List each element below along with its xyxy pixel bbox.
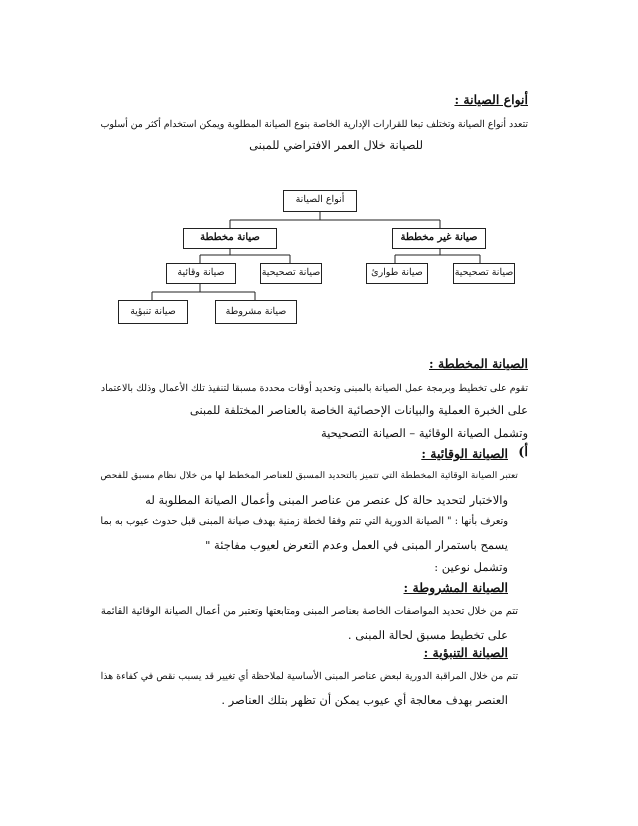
preventive-line-2: والاختبار لتحديد حالة كل عنصر من عناصر المبنى وأعمال الصيانة المطلوبة له: [145, 493, 508, 507]
predictive-line-2: العنصر بهدف معالجة أي عيوب يمكن أن تظهر بتلك العناصر .: [221, 693, 508, 707]
diagram-root: أنواع الصيانة: [283, 190, 357, 212]
diagram-connectors: [0, 0, 638, 340]
preventive-title: الصيانة الوقائية :: [421, 446, 508, 461]
planned-line-3: وتشمل الصيانة الوقائية – الصيانة التصحيحية: [321, 426, 528, 440]
conditional-line-2: على تخطيط مسبق لحالة المبنى .: [347, 628, 508, 642]
intro-line-1: تتعدد أنواع الصيانة وتختلف تبعا للقرارات الإدارية الخاصة بنوع الصيانة المطلوبة ويمكن استخدام أكثر من أسلوب: [100, 119, 528, 130]
diagram-predictive: صيانة تنبؤية: [118, 300, 188, 324]
predictive-title: الصيانة التنبؤية :: [423, 645, 508, 660]
diagram-unplanned: صيانة غير مخططة: [392, 228, 486, 249]
planned-line-1: تقوم على تخطيط وبرمجة عمل الصيانة بالمبنى وتحديد أوقات محددة مسبقا لتنفيذ تلك الأعمال وذلك بالاعتماد: [100, 383, 528, 394]
diagram-emergency: صيانة طوارئ: [366, 263, 428, 284]
conditional-title: الصيانة المشروطة :: [403, 580, 508, 595]
preventive-marker: أ): [518, 445, 528, 460]
diagram-corrective-planned: صيانة تصحيحية: [260, 263, 322, 284]
planned-title: الصيانة المخططة :: [429, 356, 528, 371]
preventive-line-4: يسمح باستمرار المبنى في العمل وعدم التعرض لعيوب مفاجئة ": [205, 538, 508, 552]
intro-line-2: للصيانة خلال العمر الافتراضي للمبنى: [249, 138, 423, 152]
diagram-conditional: صيانة مشروطة: [215, 300, 297, 324]
preventive-line-5: وتشمل نوعين :: [434, 560, 508, 574]
predictive-line-1: تتم من خلال المراقبة الدورية لبعض عناصر المبنى الأساسية لملاحظة أي تغيير قد يسبب نقص في كفاءة هذا: [100, 671, 518, 682]
section-title: أنواع الصيانة :: [454, 92, 528, 107]
preventive-line-1: تعتبر الصيانة الوقائية المخططة التي تتميز بالتحديد المسبق للعناصر المخطط لها من خلال نظام مسبق للفحص: [100, 470, 518, 481]
preventive-line-3: وتعرف بأنها : " الصيانة الدورية التي تتم وفقا لخطة زمنية بهدف صيانة المبنى قبل حدوث عيوب به بما: [100, 516, 508, 527]
conditional-line-1: تتم من خلال تحديد المواصفات الخاصة بعناصر المبنى ومتابعتها وتعتبر من أعمال الصيانة الوقائية القائمة: [100, 606, 518, 617]
planned-line-2: على الخبرة العملية والبيانات الإحصائية الخاصة بالعناصر المختلفة للمبنى: [189, 403, 528, 417]
diagram-corrective-unplanned: صيانة تصحيحية: [453, 263, 515, 284]
diagram-preventive: صيانة وقائية: [166, 263, 236, 284]
diagram-planned: صيانة مخططة: [183, 228, 277, 249]
